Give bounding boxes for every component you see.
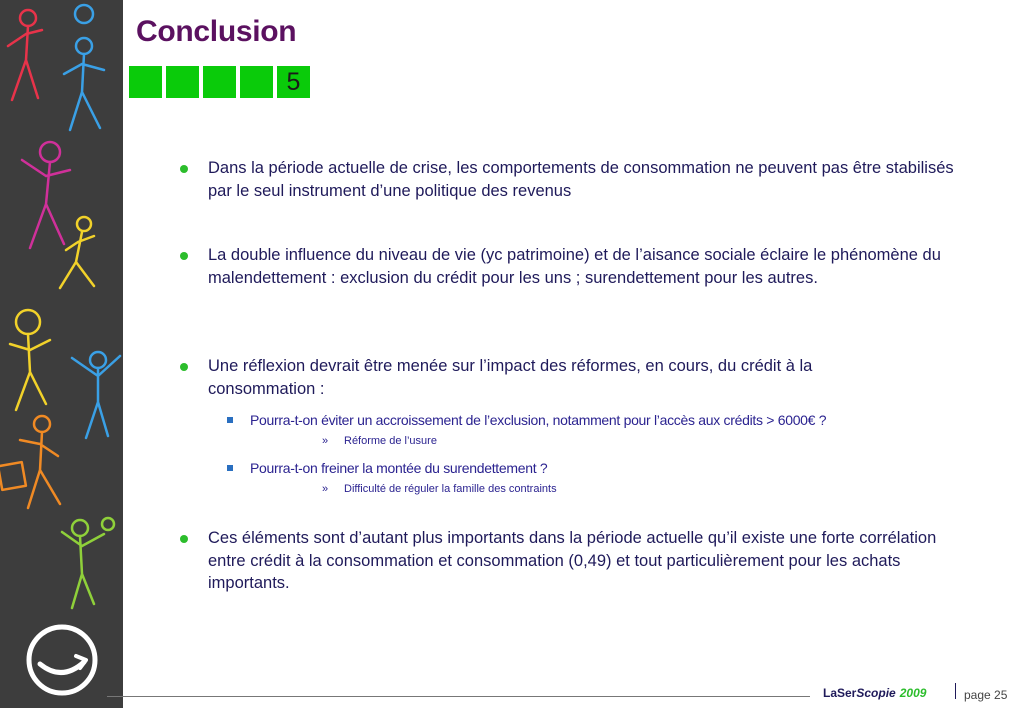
bullet-text: Une réflexion devrait être menée sur l’impact des réformes, en cours, du crédit à la consommation : [208, 357, 813, 398]
detail-text: Réforme de l’usure [344, 435, 437, 447]
bullet-dot-icon [180, 165, 188, 173]
bullet-dot-icon [180, 252, 188, 260]
bullet-item [180, 244, 960, 289]
detail-bullet-item [322, 482, 557, 496]
footer-brand [823, 686, 926, 700]
brand-year: 2009 [899, 686, 927, 700]
detail-bullet-item [322, 434, 437, 448]
bullet-dot-icon [180, 535, 188, 543]
bullet-item [180, 527, 970, 595]
footer-separator [955, 683, 956, 699]
sub-bullet-item [227, 411, 826, 429]
square-bullet-icon [227, 465, 233, 471]
bullet-item [180, 157, 960, 202]
bullet-text: Ces éléments sont d’autant plus importants dans la période actuelle qu’il existe une forte corrélation entre crédit à la consommation et consommation (0,49) et tout particulièrement pour les achats importants. [208, 529, 937, 592]
sub-bullet-item [227, 459, 547, 477]
bullet-text: La double influence du niveau de vie (yc patrimoine) et de l’aisance sociale éclaire le phénomène du malendettement : exclusion du crédit pour les uns ; surendettement pour les autres. [208, 246, 941, 287]
progress-number: 5 [277, 66, 310, 98]
detail-text: Difficulté de réguler la famille des contraints [344, 483, 557, 495]
chevron-marker-icon: » [322, 483, 329, 495]
bullet-text: Dans la période actuelle de crise, les comportements de consommation ne peuvent pas être stabilisés par le seul instrument d’une politique des revenus [208, 159, 954, 200]
bullet-dot-icon [180, 363, 188, 371]
sub-bullet-text: Pourra-t-on éviter un accroissement de l’exclusion, notamment pour l’accès aux crédits > 6000€ ? [250, 412, 827, 428]
sub-bullet-text: Pourra-t-on freiner la montée du surendettement ? [250, 460, 548, 476]
chevron-marker-icon: » [322, 435, 329, 447]
page-title: Conclusion [136, 15, 297, 48]
footer-divider [107, 696, 810, 697]
square-bullet-icon [227, 417, 233, 423]
bullet-item [180, 355, 900, 400]
brand-suffix: Scopie [856, 686, 896, 700]
page-number: page 25 [964, 688, 1008, 702]
brand-prefix: LaSer [823, 686, 857, 700]
